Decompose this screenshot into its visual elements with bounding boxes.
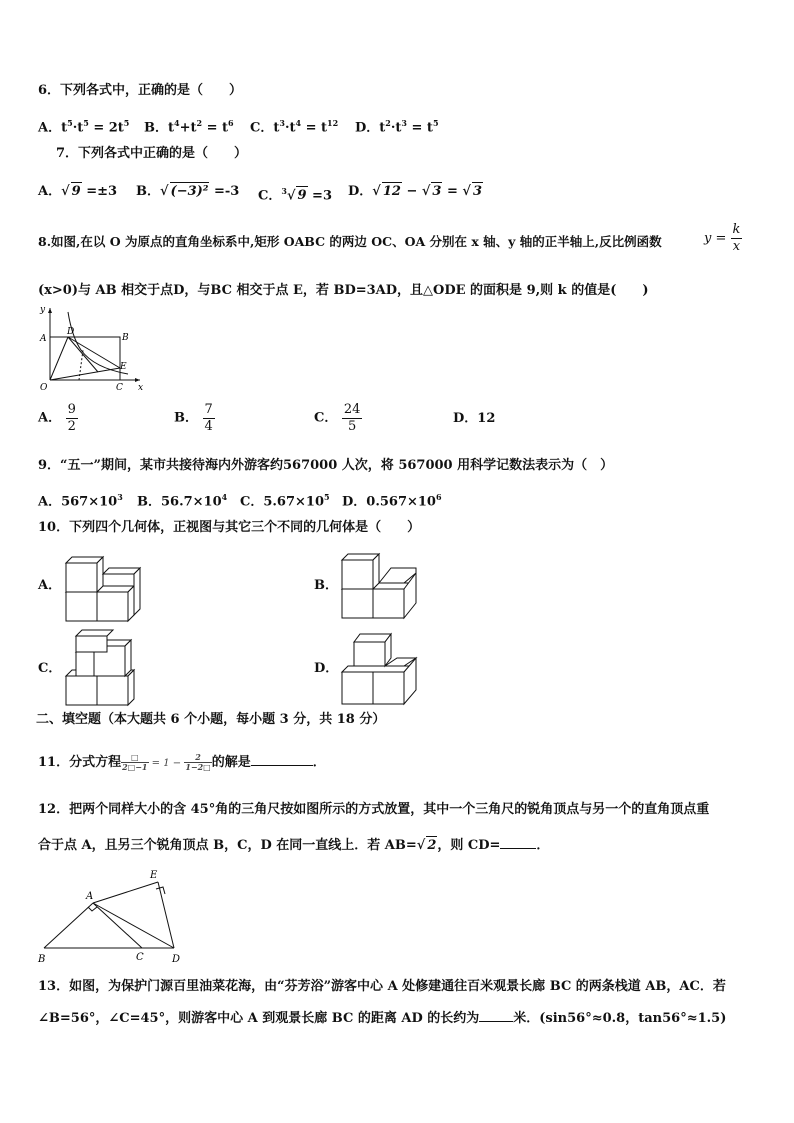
q9-option-c: C．$5.67\times 10^5$ (240, 492, 330, 510)
q8-option-a: A． $\frac{9}{2}$ (38, 402, 76, 434)
label-a: A (40, 334, 47, 344)
q10-solid-a (64, 548, 144, 624)
q6-stem: 6．下列各式中，正确的是（ ） (38, 83, 243, 98)
q10-solid-c (64, 628, 144, 708)
q10-option-a-label: A． (38, 578, 62, 593)
q8-function: y = $\frac{k}{x}$ (704, 222, 741, 254)
right-angle-a (88, 907, 97, 911)
section-2-heading: 二、填空题（本大题共 6 个小题，每小题 3 分，共 18 分） (36, 712, 386, 727)
q12-line1: 12．把两个同样大小的含 45°角的三角尺按如图所示的方式放置，其中一个三角尺的锐角顶点与另一个的直角顶点重 (38, 802, 710, 817)
segment-oe (50, 368, 120, 380)
q7-option-d: D．√ 12 − √ 3 = √ 3 (348, 184, 483, 199)
q8-option-d: D．12 (453, 411, 496, 426)
label-d: D (172, 954, 181, 965)
label-c: C (136, 952, 144, 963)
hyperbola-curve (68, 312, 128, 374)
label-e: E (120, 362, 127, 372)
q10-solid-d (340, 628, 420, 708)
segment-de (68, 337, 120, 368)
segment-od (50, 337, 68, 380)
q7-option-b: B．√ (−3)² =-3 (136, 184, 240, 199)
q10-option-b-label: B． (314, 578, 338, 593)
q9-option-b: B．$56.7\times 10^4$ (137, 492, 228, 510)
q12-answer-blank[interactable] (500, 848, 536, 849)
label-e: E (150, 870, 158, 881)
segment-d (68, 337, 98, 372)
q6-option-d: D．$t^2\cdot t^3 = t^5$ (355, 118, 439, 136)
q10-option-d-label: D． (314, 661, 339, 676)
q6-option-b: B．$t^4+t^2 = t^6$ (144, 118, 234, 136)
label-b: B (122, 333, 129, 343)
label-a: A (86, 891, 94, 902)
label-y: y (40, 305, 46, 315)
q8-option-c: C． $\frac{24}{5}$ (314, 402, 361, 434)
label-o: O (40, 383, 48, 392)
segment-ae (93, 882, 158, 903)
label-d: D (67, 327, 75, 337)
q11-answer-blank[interactable] (251, 765, 313, 766)
q13-line2: ∠B=56°，∠C=45°，则游客中心 A 到观景长廊 BC 的距离 AD 的长约为 米．(sin56°≈0.8，tan56°≈1.5) (38, 1011, 727, 1026)
q8-figure (36, 302, 146, 392)
dashed-line (79, 350, 83, 380)
q6-option-a: A．$t^5\cdot t^5 = 2t^5$ (38, 118, 130, 136)
label-c: C (116, 383, 123, 392)
q9-option-d: D．$0.567\times 10^6$ (342, 492, 442, 510)
label-x: x (138, 383, 144, 392)
q10-stem: 10．下列四个几何体，正视图与其它三个不同的几何体是（ ） (38, 520, 421, 535)
q9-stem: 9．“五一”期间，某市共接待海内外游客约567000 人次，将 567000 用科学记数法表示为（ ） (38, 458, 614, 473)
q7-option-a: A．√ 9 =±3 (38, 184, 118, 199)
q10-solid-b (340, 548, 420, 624)
segment-ac (93, 903, 142, 948)
q11-text: 11．分式方程 $\frac{□}{2□-1}$ = 1 − $\frac{2}{1-2□}$ 的解是 ． (38, 752, 326, 772)
q8-stem-line2: (x>0)与 AB 相交于点D，与BC 相交于点 E，若 BD=3AD，且△ODE 的面积是 9,则 k 的值是( ) (38, 283, 649, 298)
q10-option-c-label: C． (38, 661, 62, 676)
segment-ab (44, 903, 93, 948)
q7-stem: 7．下列各式中正确的是（ ） (56, 146, 248, 161)
q12-figure (30, 866, 190, 966)
q13-line1: 13．如图，为保护门源百里油菜花海，由“芬芳浴”游客中心 A 处修建通往百米观景长廊 BC 的两条栈道 AB，AC．若 (38, 979, 726, 994)
q13-answer-blank[interactable] (479, 1021, 513, 1022)
q6-option-c: C．$t^3\cdot t^4 = t^{12}$ (250, 118, 339, 136)
q9-option-a: A．$567\times 10^3$ (38, 492, 123, 510)
q8-option-b: B． $\frac{7}{4}$ (174, 402, 213, 434)
q12-line2: 合于点 A，且另三个锐角顶点 B，C，D 在同一直线上．若 AB=√ 2，则 CD= ． (38, 838, 550, 853)
segment-ad (93, 903, 174, 948)
q8-stem-line1: 8.如图,在以 O 为原点的直角坐标系中,矩形 OABC 的两边 OC、OA 分别在 x 轴、y 轴的正半轴上,反比例函数 (38, 234, 662, 249)
q7-option-c: C．$^3$√ 9 =3 (258, 186, 332, 204)
segment-ed (158, 882, 174, 948)
label-b: B (38, 954, 46, 965)
